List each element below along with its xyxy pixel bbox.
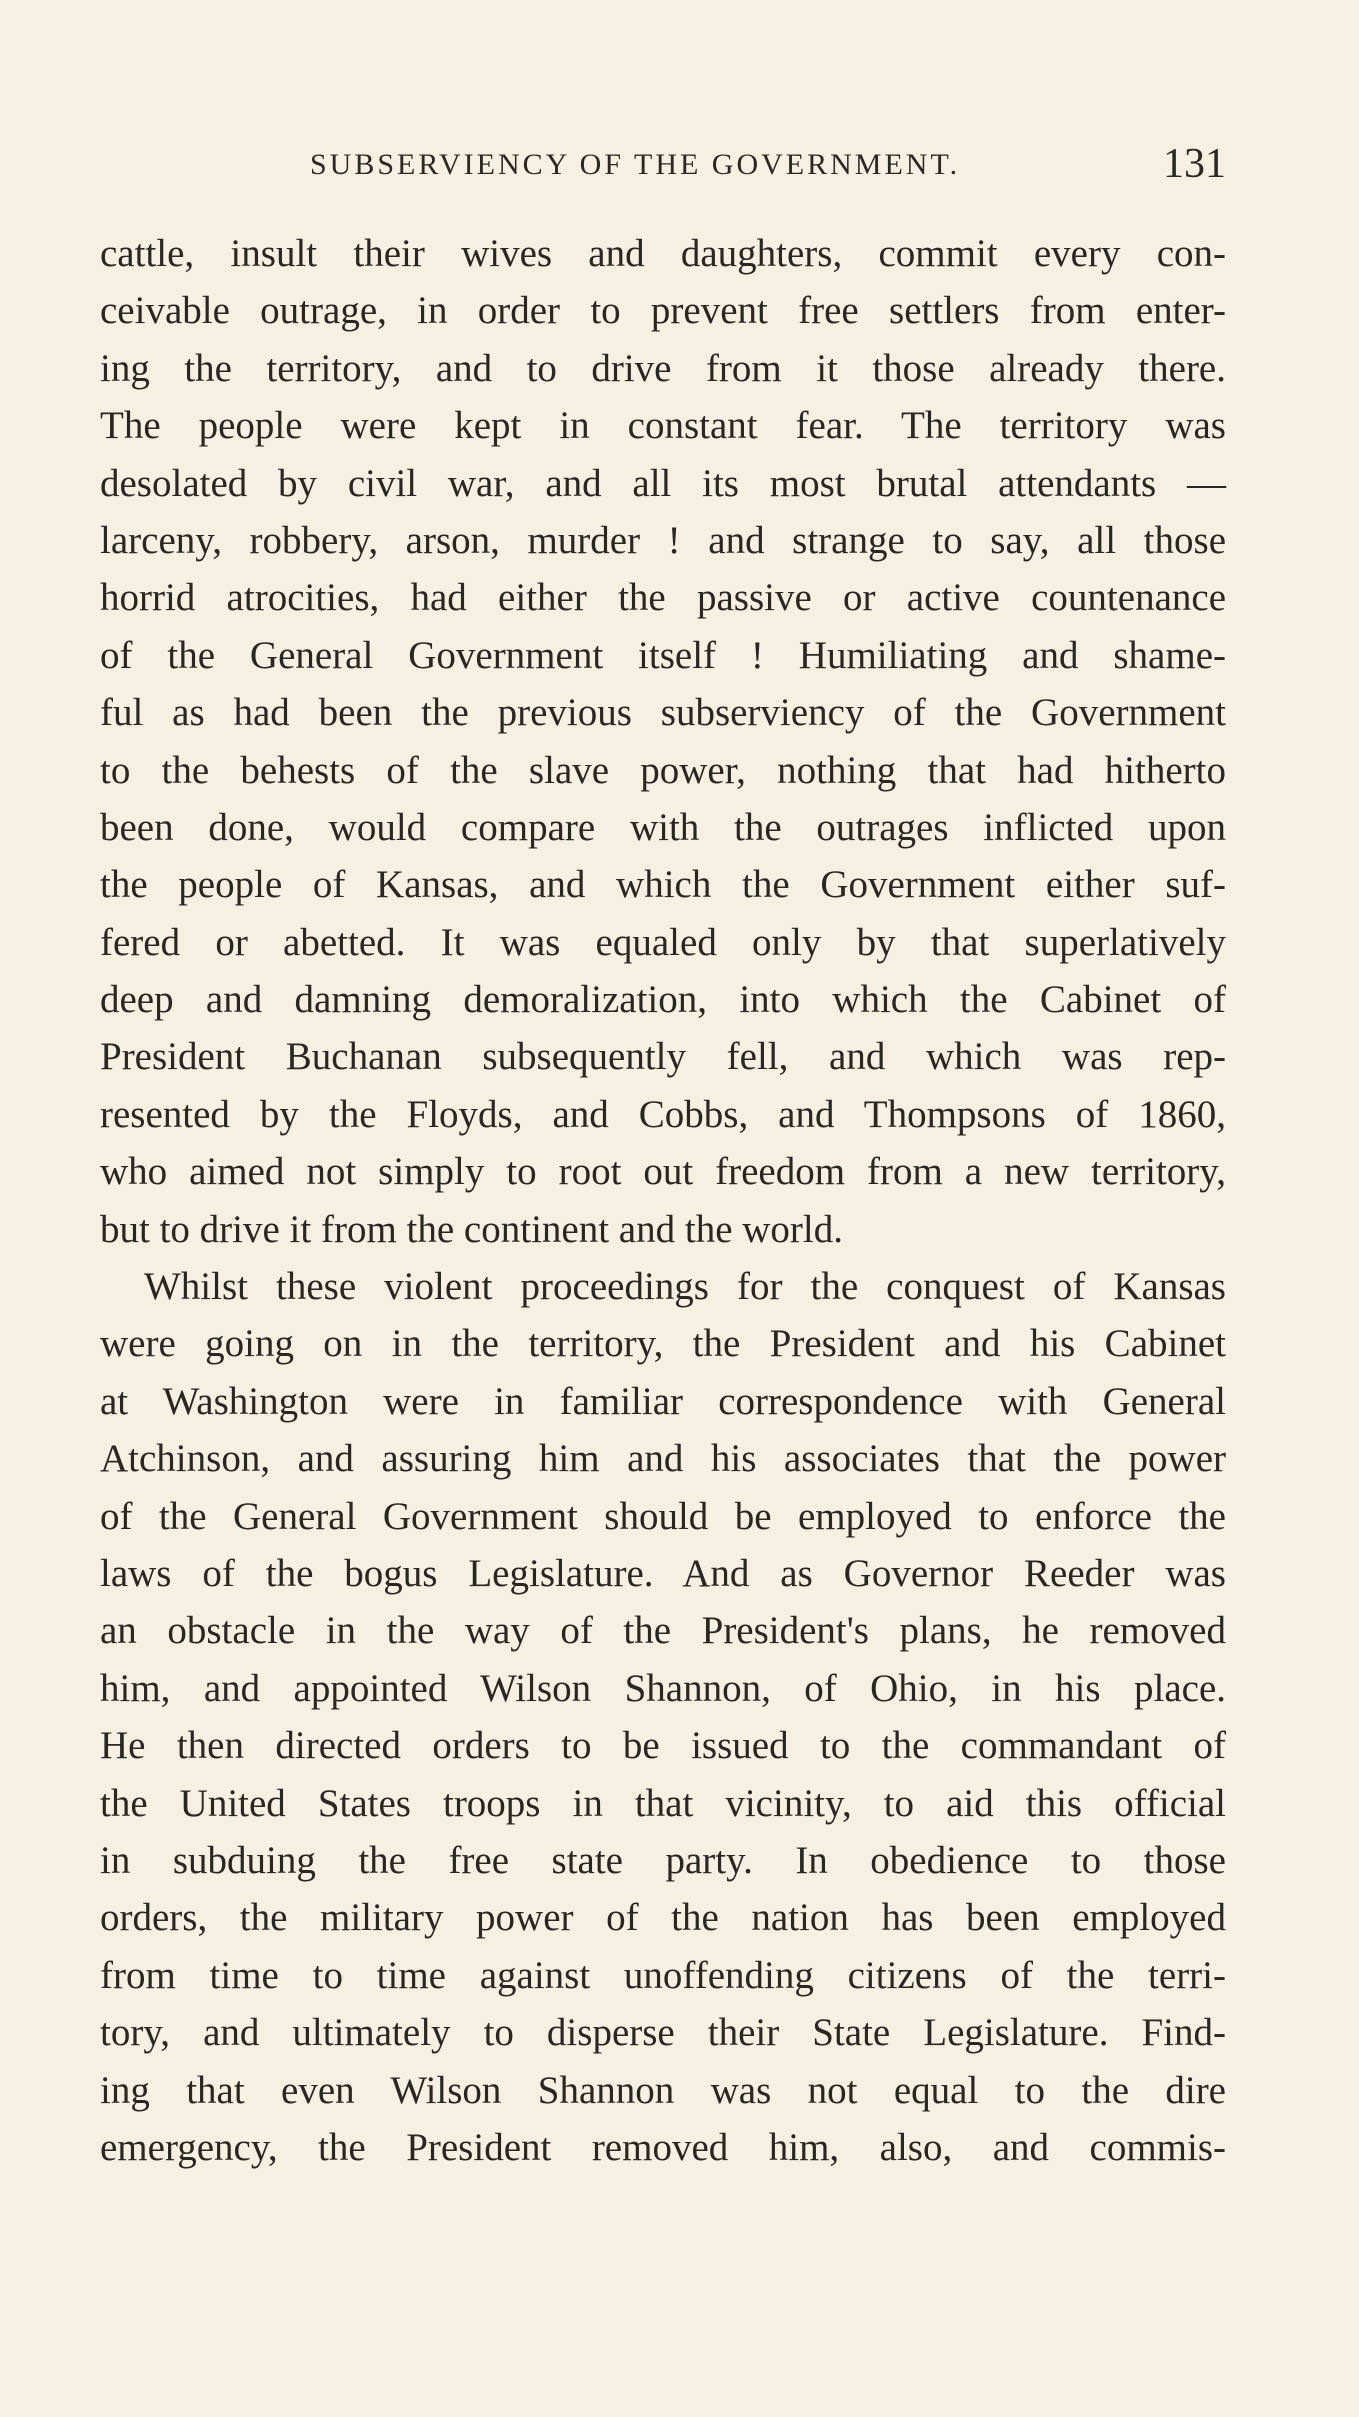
text-line: in subduing the free state party. In obedience to those — [100, 1838, 1226, 1882]
text-line: from time to time against unoffending citizens of the terri- — [100, 1953, 1226, 1997]
text-line: ceivable outrage, in order to prevent free settlers from enter- — [100, 289, 1226, 333]
text-line: of the General Government should be employed to enforce the — [100, 1494, 1226, 1538]
text-line: ful as had been the previous subserviency of the Government — [100, 691, 1226, 735]
text-line: emergency, the President removed him, also, and commis- — [100, 2125, 1226, 2169]
text-line: laws of the bogus Legislature. And as Governor Reeder was — [100, 1551, 1226, 1595]
text-line: larceny, robbery, arson, murder ! and strange to say, all those — [100, 518, 1226, 562]
text-line: President Buchanan subsequently fell, and which was rep- — [100, 1035, 1226, 1079]
text-line: him, and appointed Wilson Shannon, of Ohio, in his place. — [100, 1666, 1226, 1710]
text-line: cattle, insult their wives and daughters, commit every con- — [100, 232, 1226, 275]
paragraph-1 — [100, 225, 1226, 1258]
text-line: resented by the Floyds, and Cobbs, and Thompsons of 1860, — [100, 1092, 1226, 1136]
text-line: an obstacle in the way of the President's plans, he removed — [100, 1609, 1226, 1653]
text-line: orders, the military power of the nation has been employed — [100, 1896, 1226, 1940]
paragraph-2 — [100, 1258, 1226, 2176]
text-line: the United States troops in that vicinity, to aid this official — [100, 1781, 1226, 1825]
text-line: fered or abetted. It was equaled only by that superlatively — [100, 920, 1226, 964]
text-line: Atchinson, and assuring him and his associates that the power — [100, 1437, 1226, 1481]
text-line: the people of Kansas, and which the Government either suf- — [100, 863, 1226, 907]
text-line: ing the territory, and to drive from it those already there. — [100, 346, 1226, 390]
body-text — [100, 225, 1226, 2176]
text-line: at Washington were in familiar correspondence with General — [100, 1379, 1226, 1423]
text-line: He then directed orders to be issued to the commandant of — [100, 1724, 1226, 1768]
text-line: Whilst these violent proceedings for the conquest of Kansas — [144, 1265, 1226, 1309]
text-line: been done, would compare with the outrages inflicted upon — [100, 805, 1226, 849]
text-line: desolated by civil war, and all its most brutal attendants — — [100, 461, 1226, 505]
text-line: deep and damning demoralization, into which the Cabinet of — [100, 978, 1226, 1022]
page-number: 131 — [1163, 141, 1226, 187]
text-line: were going on in the territory, the President and his Cabinet — [100, 1322, 1226, 1366]
text-line: The people were kept in constant fear. The territory was — [100, 404, 1226, 448]
text-line: of the General Government itself ! Humiliating and shame- — [100, 633, 1226, 677]
running-head-title: SUBSERVIENCY OF THE GOVERNMENT. — [310, 148, 961, 181]
text-line: ing that even Wilson Shannon was not equal to the dire — [100, 2068, 1226, 2112]
running-head — [100, 140, 1226, 190]
text-line: who aimed not simply to root out freedom from a new territory, — [100, 1150, 1226, 1194]
text-line: horrid atrocities, had either the passive or active countenance — [100, 576, 1226, 620]
text-line: but to drive it from the continent and the world. — [100, 1207, 843, 1251]
text-line: tory, and ultimately to disperse their State Legislature. Find- — [100, 2011, 1226, 2055]
text-line: to the behests of the slave power, nothing that had hitherto — [100, 748, 1226, 792]
